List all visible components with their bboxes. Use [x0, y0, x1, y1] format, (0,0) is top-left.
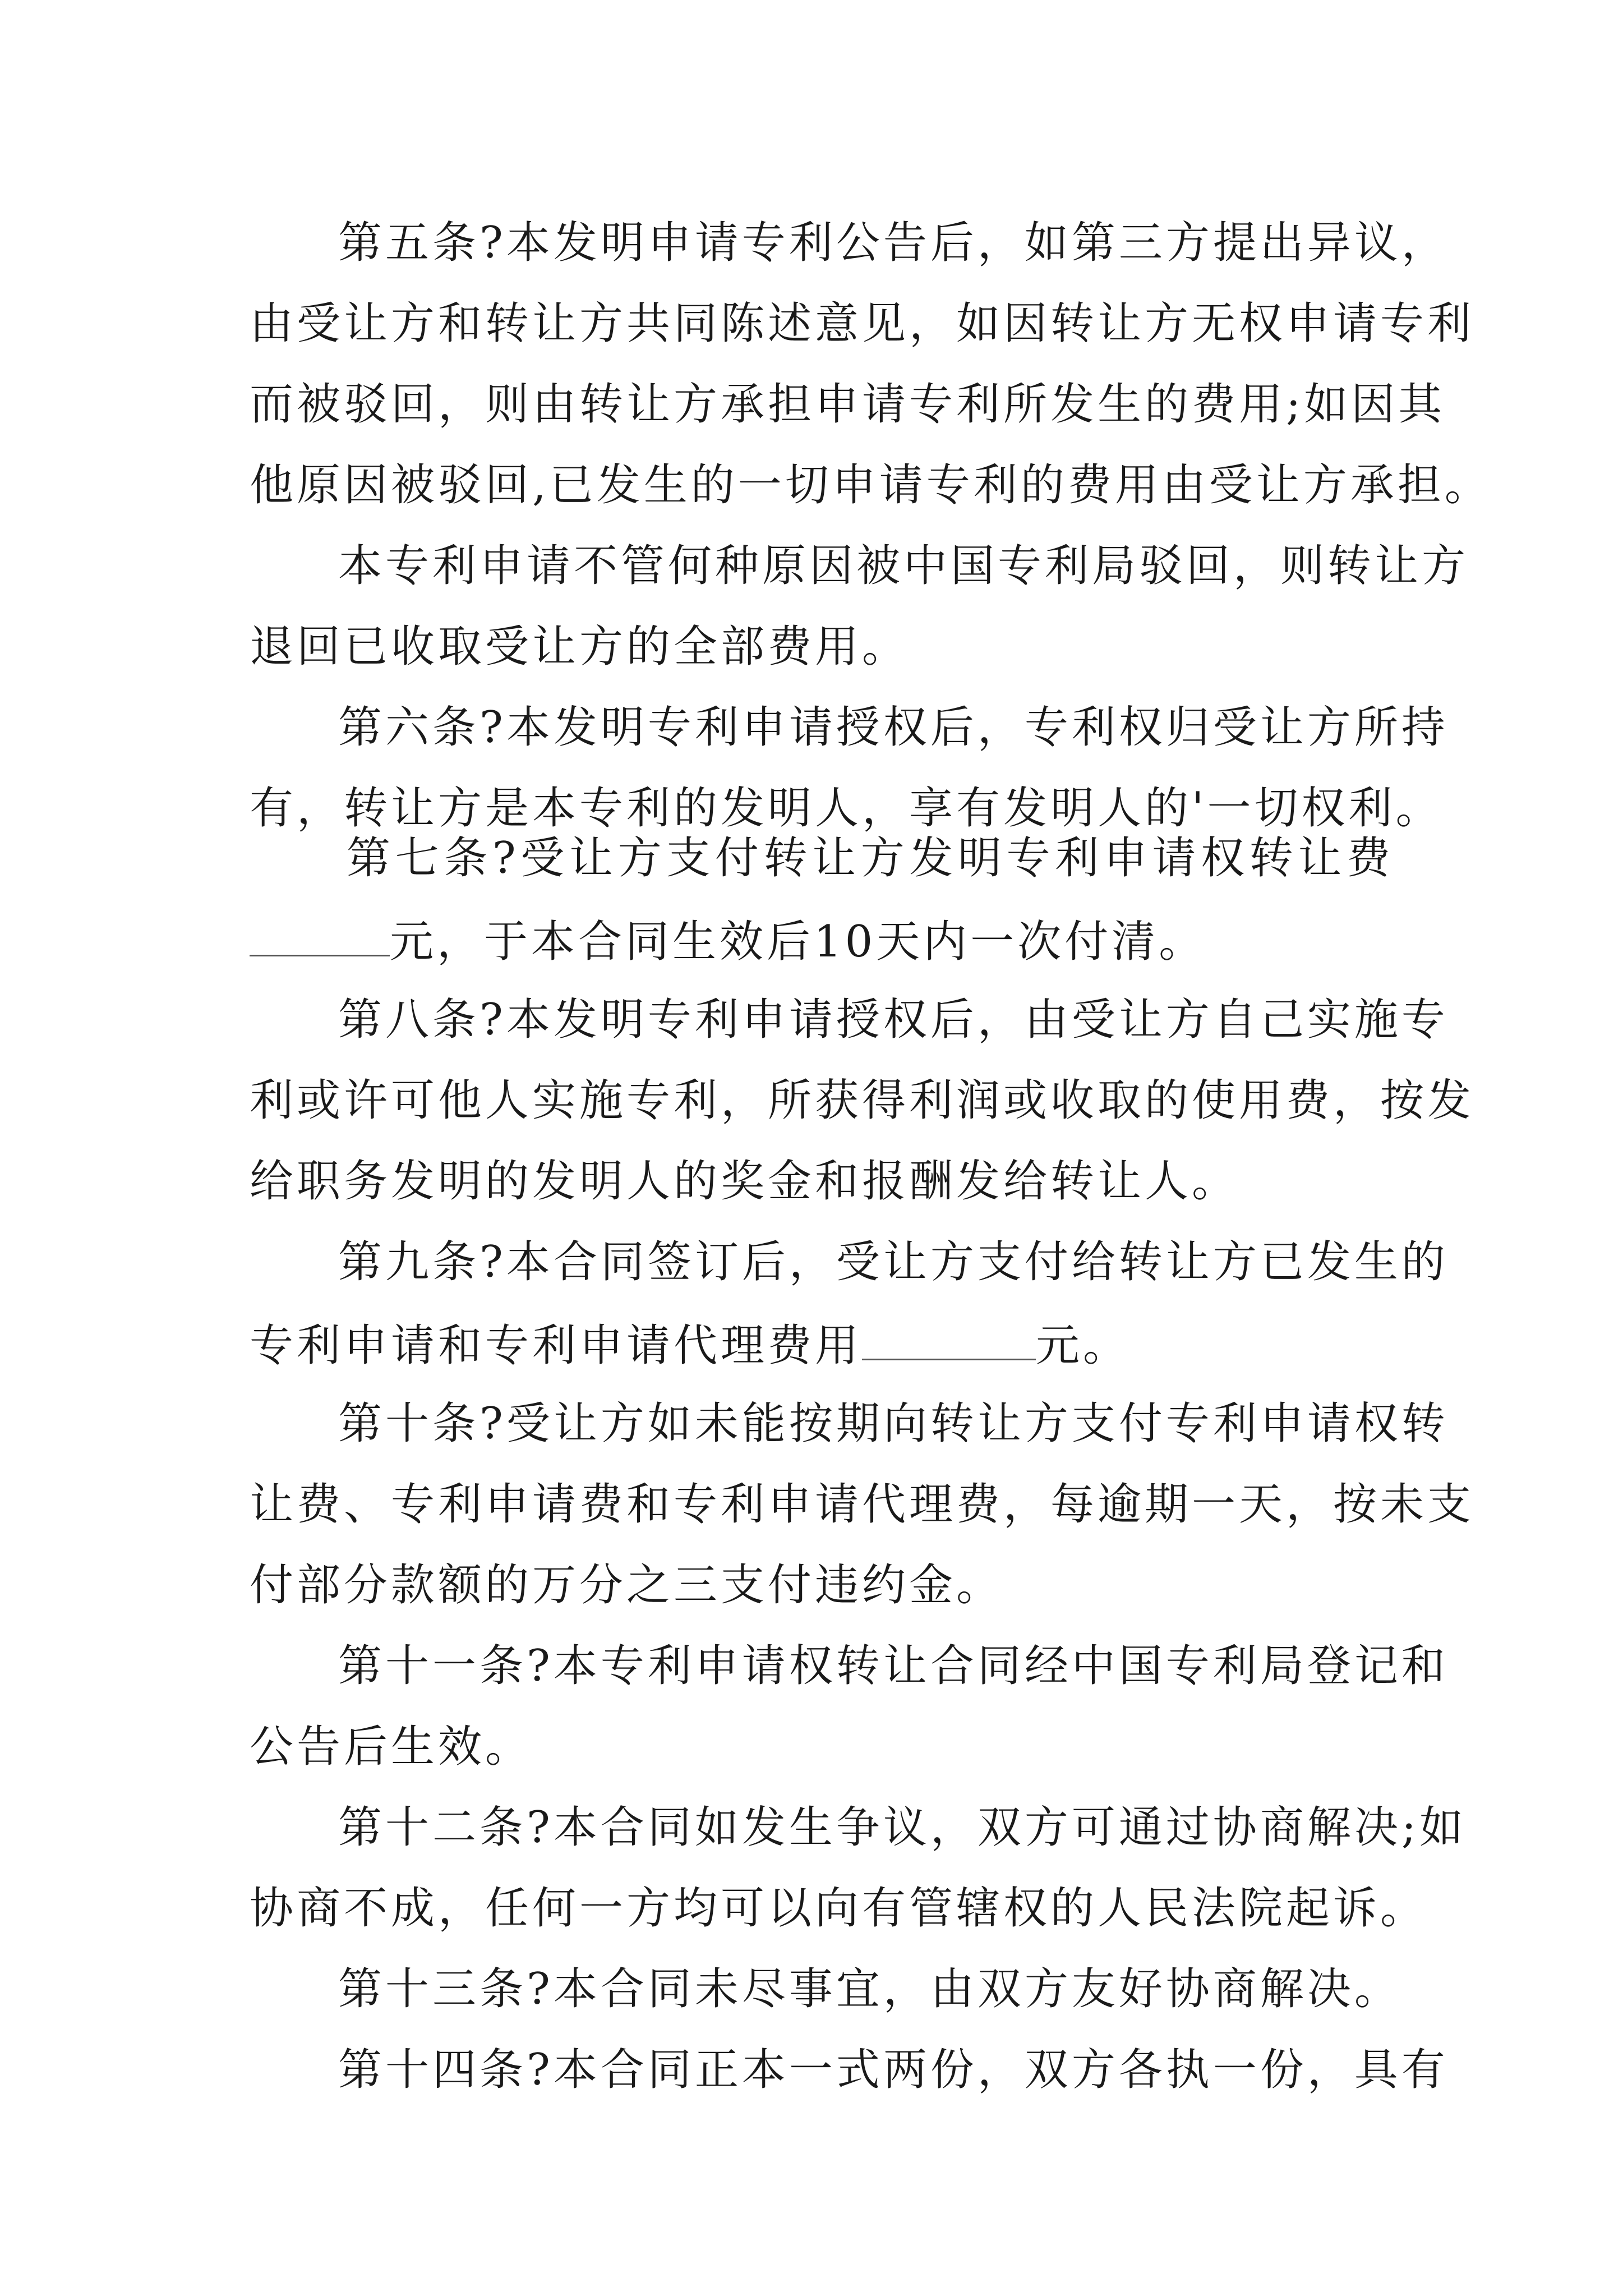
article-6-line-2: 有，转让方是本专利的发明人，享有发明人的'一切权利。 [250, 783, 1443, 834]
article-11-line-2: 公告后生效。 [250, 1722, 533, 1772]
article-7-line-2-text: 元，于本合同生效后10天内一次付清。 [390, 917, 1206, 967]
article-9-line-2-text: 专利申请和专利申请代理费用 [250, 1320, 863, 1371]
fee-blank [862, 1315, 1036, 1360]
article-12-line-2: 协商不成，任何一方均可以向有管辖权的人民法院起诉。 [250, 1883, 1428, 1934]
article-14-line-1: 第十四条?本合同正本一式两份，双方各执一份，具有 [338, 2045, 1449, 2095]
article-9-line-2-unit: 元。 [1036, 1320, 1131, 1371]
article-9-line-1: 第九条?本合同签订后，受让方支付给转让方已发生的 [338, 1237, 1449, 1287]
article-8-line-3: 给职务发明的发明人的奖金和报酬发给转让人。 [250, 1156, 1239, 1207]
article-12-line-1: 第十二条?本合同如发生争议，双方可通过协商解决;如 [338, 1802, 1467, 1853]
article-5b-line-2: 退回已收取受让方的全部费用。 [250, 622, 910, 672]
article-5-line-1: 第五条?本发明申请专利公告后，如第三方提出异议， [338, 218, 1449, 268]
article-8-line-1: 第八条?本发明专利申请授权后，由受让方自己实施专 [338, 995, 1449, 1045]
article-5-line-2: 由受让方和转让方共同陈述意见，如因转让方无权申请专利 [250, 298, 1475, 349]
amount-blank [250, 911, 390, 956]
article-9-line-2 [250, 1315, 1394, 1371]
article-5b-line-1: 本专利申请不管何种原因被中国专利局驳回，则转让方 [338, 541, 1469, 591]
article-13-line-1: 第十三条?本合同未尽事宜，由双方友好协商解决。 [338, 1964, 1401, 2014]
article-5-line-4: 他原因被驳回,已发生的一切申请专利的费用由受让方承担。 [250, 460, 1492, 510]
article-10-line-3: 付部分款额的万分之三支付违约金。 [250, 1560, 1004, 1611]
article-10-line-2: 让费、专利申请费和专利申请代理费，每逾期一天，按未支 [250, 1479, 1475, 1530]
article-7-line-1: 第七条?受让方支付转让方发明专利申请权转让费 [347, 833, 1394, 884]
article-6-line-1: 第六条?本发明专利申请授权后，专利权归受让方所持 [338, 702, 1449, 753]
article-10-line-1: 第十条?受让方如未能按期向转让方支付专利申请权转 [338, 1398, 1449, 1449]
article-5-line-3: 而被驳回，则由转让方承担申请专利所发生的费用;如因其 [250, 379, 1446, 430]
article-8-line-2: 利或许可他人实施专利，所获得利润或收取的使用费，按发 [250, 1075, 1475, 1126]
article-7-line-2 [250, 911, 1394, 967]
article-11-line-1: 第十一条?本专利申请权转让合同经中国专利局登记和 [338, 1641, 1449, 1691]
